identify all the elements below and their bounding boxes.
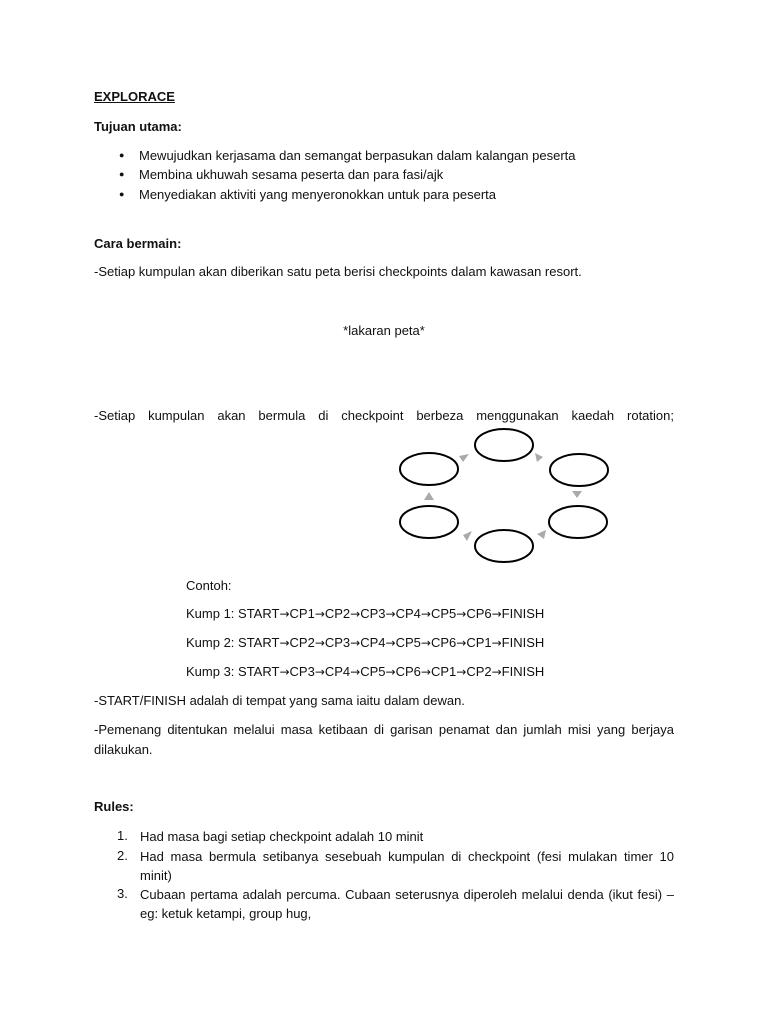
kump-step: START — [238, 606, 280, 621]
kump-label: Kump 3: — [186, 664, 239, 679]
rotation-diagram — [396, 425, 616, 567]
arrow-right-icon: → — [456, 607, 467, 621]
rule-item: Had masa bermula setibanya sesebuah kumpulan di checkpoint (fesi mulakan timer 10 minit) — [140, 849, 674, 883]
arrow-right-icon: → — [491, 636, 502, 650]
kump-step: CP6 — [466, 606, 492, 621]
kump-step: CP4 — [395, 606, 421, 621]
kump-step: CP3 — [360, 606, 386, 621]
arrow-right-icon: → — [385, 636, 396, 650]
rule-number: 3. — [117, 886, 128, 901]
tujuan-item: Menyediakan aktiviti yang menyeronokkan untuk para peserta — [139, 187, 496, 202]
arrow-right-icon: → — [314, 636, 325, 650]
cara-heading: Cara bermain: — [94, 236, 182, 251]
tujuan-item: Membina ukhuwah sesama peserta dan para fasi/ajk — [139, 167, 444, 182]
arrow-right-icon: → — [385, 607, 396, 621]
arrow-right-icon: → — [350, 636, 361, 650]
kump-step: CP6 — [395, 664, 421, 679]
kump-step: FINISH — [501, 664, 545, 679]
bullet-icon: ● — [119, 169, 125, 179]
rule-item: Had masa bagi setiap checkpoint adalah 10 minit — [140, 829, 424, 844]
arrow-right-icon: → — [385, 665, 396, 679]
arrow-right-icon: → — [420, 665, 431, 679]
kump-step: CP3 — [324, 635, 351, 650]
arrow-right-icon: → — [456, 665, 467, 679]
kump-line — [186, 634, 544, 652]
kump-step: CP5 — [430, 606, 457, 621]
checkpoint-node — [475, 429, 533, 461]
kump-step: CP2 — [466, 664, 492, 679]
checkpoint-node — [549, 506, 607, 538]
arrow-right-icon: → — [314, 665, 325, 679]
arrow-right-icon: → — [420, 607, 431, 621]
kump-step: CP5 — [360, 664, 386, 679]
kump-step: CP5 — [395, 635, 421, 650]
rotation-arrow-icon — [463, 531, 472, 541]
rotation-arrow-icon — [459, 454, 469, 462]
rotation-arrow-icon — [535, 453, 543, 462]
arrow-right-icon: → — [279, 607, 290, 621]
rule-number: 2. — [117, 848, 128, 863]
kump-step: CP2 — [289, 635, 315, 650]
kump-step: CP6 — [430, 635, 457, 650]
contoh-label: Contoh: — [186, 578, 232, 593]
kump-line — [186, 663, 544, 681]
kump-label: Kump 1: — [186, 606, 239, 621]
rule-item: Cubaan pertama adalah percuma. Cubaan seterusnya diperoleh melalui denda (ikut fesi) –eg: ketuk ketampi, group hug, — [140, 887, 674, 921]
kump-step: FINISH — [501, 606, 545, 621]
tujuan-item: Mewujudkan kerjasama dan semangat berpasukan dalam kalangan peserta — [139, 148, 576, 163]
cara-paragraph-2: -Setiap kumpulan akan bermula di checkpoint berbeza menggunakan kaedah rotation; — [94, 408, 674, 423]
rules-heading: Rules: — [94, 799, 134, 814]
start-finish-note: -START/FINISH adalah di tempat yang sama iaitu dalam dewan. — [94, 693, 465, 708]
checkpoint-node — [400, 506, 458, 538]
checkpoint-node — [550, 454, 608, 486]
arrow-right-icon: → — [420, 636, 431, 650]
arrow-right-icon: → — [279, 636, 290, 650]
rotation-arrow-icon — [424, 492, 434, 500]
arrow-right-icon: → — [314, 607, 325, 621]
kump-label: Kump 2: — [186, 635, 239, 650]
kump-step: CP2 — [324, 606, 351, 621]
arrow-right-icon: → — [350, 607, 361, 621]
arrow-right-icon: → — [491, 607, 502, 621]
document-title: EXPLORACE — [94, 89, 175, 104]
arrow-right-icon: → — [491, 665, 502, 679]
kump-step: CP1 — [289, 606, 315, 621]
arrow-right-icon: → — [350, 665, 361, 679]
bullet-icon: ● — [119, 189, 125, 199]
rotation-arrow-icon — [572, 491, 582, 498]
map-sketch-placeholder: *lakaran peta* — [343, 323, 425, 338]
kump-step: CP1 — [466, 635, 492, 650]
rotation-arrow-icon — [537, 530, 546, 539]
kump-line — [186, 605, 544, 623]
rule-number: 1. — [117, 828, 128, 843]
pemenang-paragraph: -Pemenang ditentukan melalui masa ketibaan di garisan penamat dan jumlah misi yang berjaya dilakukan. — [94, 722, 674, 757]
checkpoint-node — [475, 530, 533, 562]
kump-step: CP4 — [324, 664, 351, 679]
arrow-right-icon: → — [456, 636, 467, 650]
kump-step: START — [238, 635, 280, 650]
kump-step: CP4 — [360, 635, 386, 650]
kump-step: START — [238, 664, 280, 679]
kump-step: FINISH — [501, 635, 545, 650]
kump-step: CP1 — [430, 664, 457, 679]
kump-step: CP3 — [289, 664, 315, 679]
arrow-right-icon: → — [279, 665, 290, 679]
bullet-icon: ● — [119, 150, 125, 160]
tujuan-heading: Tujuan utama: — [94, 119, 182, 134]
cara-paragraph-1: -Setiap kumpulan akan diberikan satu peta berisi checkpoints dalam kawasan resort. — [94, 264, 582, 279]
checkpoint-node — [400, 453, 458, 485]
